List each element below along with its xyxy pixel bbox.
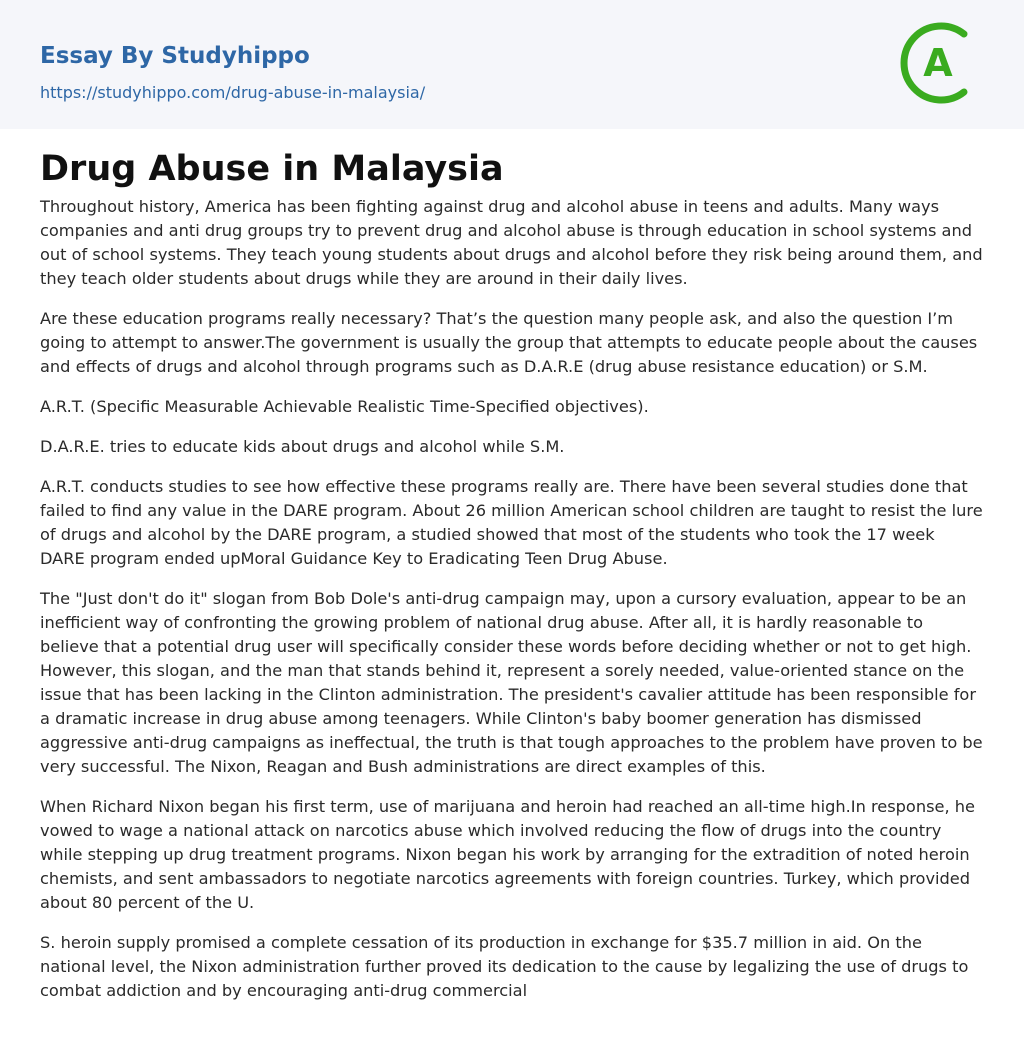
article-paragraph: When Richard Nixon began his first term, use of marijuana and heroin had reached an all-time high.In response, he vowed to wage a national attack on narcotics abuse which involved reducing the flow of drugs into the country while stepping up drug treatment programs. Nixon began his work by arranging for the extradition of noted heroin chemists, and sent ambassadors to negotiate narcotics agreements with foreign countries. Turkey, which provided about 80 percent of the U. xyxy=(40,797,976,912)
article-paragraph: The "Just don't do it" slogan from Bob Dole's anti-drug campaign may, upon a cursory evaluation, appear to be an inefficient way of confronting the growing problem of national drug abuse. After all, it is hardly reasonable to believe that a potential drug user will specifically consider these words before deciding whether or not to get high. However, this slogan, and the man that stands behind it, represent a sorely needed, value-oriented stance on the issue that has been lacking in the Clinton administration. The president's cavalier attitude has been responsible for a dramatic increase in drug abuse among teenagers. While Clinton's baby boomer generation has dismissed aggressive anti-drug campaigns as ineffectual, the truth is that tough approaches to the problem have proven to be very successful. The Nixon, Reagan and Bush administrations are direct examples of this. xyxy=(40,589,983,776)
article-paragraph: Throughout history, America has been fighting against drug and alcohol abuse in teens and adults. Many ways companies and anti drug groups try to prevent drug and alcohol abuse is through education in school systems and out of school systems. They teach young students about drugs and alcohol before they risk being around them, and they teach older students about drugs while they are around in their daily lives. xyxy=(40,197,983,288)
article-paragraph: S. heroin supply promised a complete cessation of its production in exchange for $35.7 million in aid. On the national level, the Nixon administration further proved its dedication to the cause by legalizing the use of drugs to combat addiction and by encouraging anti-drug commercial xyxy=(40,933,969,1000)
article-paragraph: D.A.R.E. tries to educate kids about drugs and alcohol while S.M. xyxy=(40,437,565,456)
logo-letter: A xyxy=(923,41,953,85)
site-brand[interactable]: Essay By Studyhippo xyxy=(40,43,310,69)
article-title: Drug Abuse in Malaysia xyxy=(40,149,504,189)
article-paragraph: A.R.T. conducts studies to see how effective these programs really are. There have been several studies done that failed to find any value in the DARE program. About 26 million American school children are taught to resist the lure of drugs and alcohol by the DARE program, a studied showed that most of the students who took the 17 week DARE program ended upMoral Guidance Key to Eradicating Teen Drug Abuse. xyxy=(40,477,983,568)
studyhippo-logo-icon[interactable] xyxy=(898,20,984,106)
article-url-link[interactable]: https://studyhippo.com/drug-abuse-in-malaysia/ xyxy=(40,83,426,102)
article-paragraph: Are these education programs really necessary? That’s the question many people ask, and also the question I’m going to attempt to answer.The government is usually the group that attempts to educate people about the causes and effects of drugs and alcohol through programs such as D.A.R.E (drug abuse resistance education) or S.M. xyxy=(40,309,978,376)
article-paragraph: A.R.T. (Specific Measurable Achievable Realistic Time-Specified objectives). xyxy=(40,397,649,416)
article xyxy=(0,129,1024,1003)
site-header xyxy=(0,0,1024,129)
